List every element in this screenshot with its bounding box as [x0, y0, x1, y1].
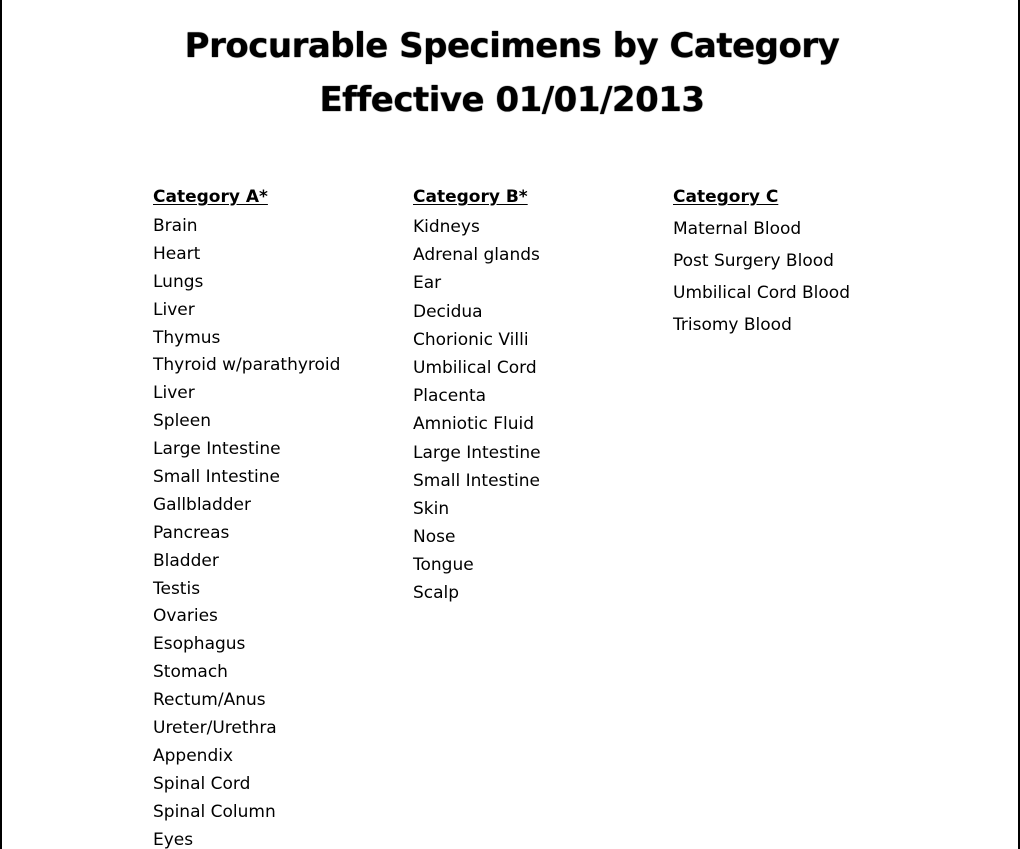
specimen-item: Lungs [153, 271, 204, 292]
category-a-header: Category A* [153, 187, 268, 207]
specimen-item: Eyes [153, 829, 194, 849]
specimen-item: Adrenal glands [413, 245, 540, 266]
specimen-item: Thyroid w/parathyroid [153, 355, 341, 376]
specimen-item: Testis [153, 578, 201, 599]
specimen-item: Maternal Blood [673, 219, 802, 239]
category-a-column [153, 184, 340, 849]
specimen-item: Spinal Column [153, 801, 276, 822]
specimen-item: Nose [413, 527, 456, 548]
specimen-item: Ear [413, 273, 442, 294]
specimen-item: Appendix [153, 745, 234, 766]
specimen-item: Umbilical Cord Blood [673, 283, 850, 303]
category-b-list [413, 213, 541, 608]
specimen-item: Amniotic Fluid [413, 414, 535, 435]
specimen-item: Brain [153, 216, 198, 236]
specimen-item: Heart [153, 243, 201, 264]
specimen-item: Decidua [413, 301, 483, 322]
specimen-item: Spleen [153, 411, 211, 432]
specimen-item: Pancreas [153, 522, 230, 543]
specimen-item: Thymus [153, 327, 221, 348]
specimen-item: Placenta [413, 386, 487, 407]
category-c-list [673, 213, 850, 341]
specimen-item: Stomach [153, 662, 228, 683]
category-a-list [153, 213, 340, 849]
specimen-item: Gallbladder [153, 494, 251, 515]
category-c-column [673, 184, 850, 341]
specimen-item: Rectum/Anus [153, 690, 266, 711]
specimen-item: Spinal Cord [153, 773, 251, 794]
specimen-item: Bladder [153, 550, 219, 571]
document-effective-date: Effective 01/01/2013 [319, 80, 705, 120]
specimen-item: Ovaries [153, 606, 218, 627]
specimen-item: Esophagus [153, 634, 246, 655]
specimen-item: Large Intestine [153, 439, 281, 460]
specimen-item: Liver [153, 383, 195, 404]
specimen-item: Small Intestine [153, 467, 281, 488]
specimen-item: Umbilical Cord [413, 357, 537, 378]
document-title: Procurable Specimens by Category [184, 26, 840, 66]
specimen-item: Ureter/Urethra [153, 718, 277, 739]
specimen-item: Skin [413, 498, 450, 519]
specimen-item: Chorionic Villi [413, 329, 529, 350]
category-b-header: Category B* [413, 187, 528, 207]
specimen-item: Large Intestine [413, 442, 541, 463]
specimen-item: Post Surgery Blood [673, 251, 834, 271]
specimen-item: Liver [153, 299, 195, 320]
category-c-header: Category C [673, 187, 779, 207]
specimen-item: Small Intestine [413, 470, 541, 491]
category-b-column [413, 184, 541, 608]
specimen-item: Tongue [413, 555, 474, 576]
specimen-item: Trisomy Blood [673, 315, 792, 335]
specimen-item: Kidneys [413, 217, 480, 237]
specimen-item: Scalp [413, 583, 460, 604]
